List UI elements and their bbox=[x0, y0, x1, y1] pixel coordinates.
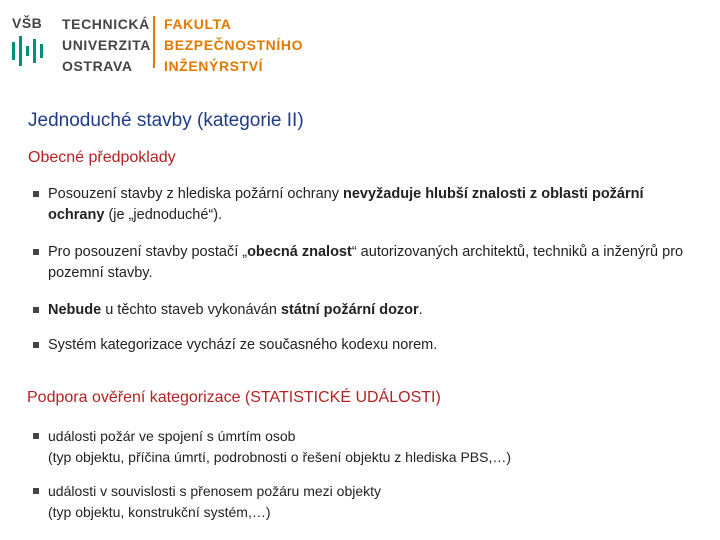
faculty-line-1: FAKULTA bbox=[164, 16, 232, 32]
bullet-emphasis: nevyžaduje hlubší znalosti z oblasti požární ochrany bbox=[48, 186, 644, 223]
bullet-square-icon bbox=[33, 249, 39, 255]
bullet-item bbox=[32, 335, 692, 356]
bullet-detail: (typ objektu, konstrukční systém,…) bbox=[48, 504, 271, 520]
bullet-detail: (typ objektu, příčina úmrtí, podrobnosti o řešení objektu z hlediska PBS,…) bbox=[48, 449, 512, 465]
bullet-item bbox=[32, 426, 692, 468]
bullet-emphasis: Nebude bbox=[48, 302, 102, 318]
faculty-name bbox=[164, 14, 303, 77]
bullet-text: u těchto staveb vykonáván bbox=[101, 302, 281, 318]
vsb-label: VŠB bbox=[12, 15, 43, 31]
bullet-text: “ autorizovaných architektů, techniků a inženýrů pro pozemní stavby. bbox=[48, 244, 684, 281]
bullet-emphasis: obecná znalost bbox=[247, 244, 352, 260]
bullet-square-icon bbox=[33, 433, 39, 439]
bullet-text: události požár ve spojení s úmrtím osob bbox=[48, 428, 296, 444]
bullet-item bbox=[32, 184, 692, 226]
vsb-bars-icon bbox=[12, 36, 50, 66]
bullet-square-icon bbox=[33, 191, 39, 197]
header-logo bbox=[12, 14, 312, 74]
vsb-mark bbox=[12, 14, 50, 70]
bullet-square-icon bbox=[33, 342, 39, 348]
bullet-text: Posouzení stavby z hlediska požární ochrany bbox=[48, 186, 343, 202]
faculty-line-3: INŽENÝRSTVÍ bbox=[164, 58, 264, 74]
bullet-square-icon bbox=[33, 488, 39, 494]
university-line-3: OSTRAVA bbox=[62, 58, 133, 74]
faculty-line-2: BEZPEČNOSTNÍHO bbox=[164, 37, 304, 53]
slide-title: Jednoduché stavby (kategorie II) bbox=[28, 110, 304, 131]
university-name bbox=[62, 14, 151, 77]
bullet-text: (je „jednoduché“). bbox=[104, 207, 223, 223]
bullet-item bbox=[32, 242, 692, 284]
bullet-item bbox=[32, 481, 692, 523]
bullet-square-icon bbox=[33, 307, 39, 313]
bullet-item bbox=[32, 300, 692, 321]
university-line-1: TECHNICKÁ bbox=[62, 16, 150, 32]
general-bullet-list bbox=[32, 184, 692, 372]
bullet-text: Systém kategorizace vychází ze současného kodexu norem. bbox=[48, 337, 438, 353]
logo-divider bbox=[153, 16, 155, 68]
section-heading-statistics: Podpora ověření kategorizace (STATISTICKÉ UDÁLOSTI) bbox=[27, 389, 441, 406]
bullet-emphasis: státní požární dozor bbox=[280, 302, 419, 318]
bullet-text: události v souvislosti s přenosem požáru mezi objekty bbox=[48, 483, 382, 499]
university-line-2: UNIVERZITA bbox=[62, 37, 151, 53]
bullet-text: . bbox=[418, 302, 423, 318]
section-heading-general: Obecné předpoklady bbox=[28, 149, 176, 166]
statistics-bullet-list bbox=[32, 426, 692, 536]
bullet-text: Pro posouzení stavby postačí „ bbox=[48, 244, 248, 260]
